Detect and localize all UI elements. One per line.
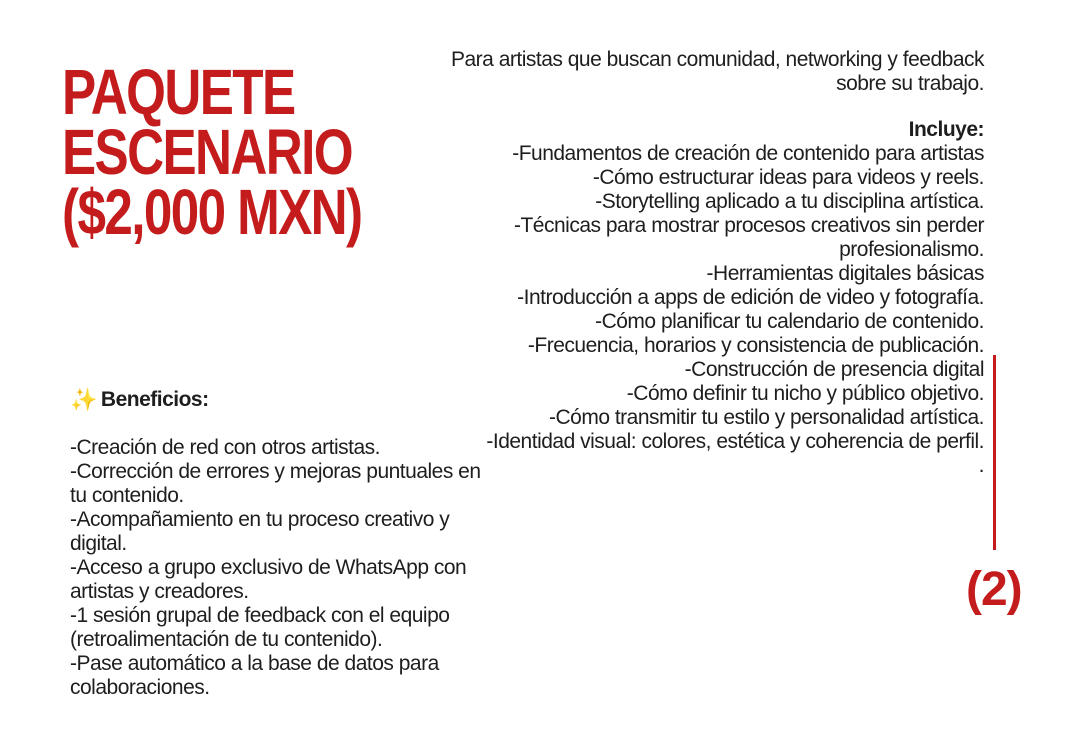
includes-list bbox=[424, 142, 984, 478]
includes-item: -Frecuencia, horarios y consistencia de publicación. bbox=[527, 334, 984, 357]
benefit-item: -Acompañamiento en tu proceso creativo y digital. bbox=[70, 508, 450, 555]
title-line-2: ESCENARIO bbox=[62, 116, 352, 188]
includes-item: -Cómo estructurar ideas para videos y reels. bbox=[592, 166, 984, 189]
page-number: (2) bbox=[966, 563, 1022, 616]
benefit-item: -1 sesión grupal de feedback con el equipo (retroalimentación de tu contenido). bbox=[70, 604, 450, 651]
includes-item: -Cómo transmitir tu estilo y personalidad artística. bbox=[548, 406, 984, 429]
benefit-item: -Pase automático a la base de datos para colaboraciones. bbox=[70, 652, 439, 699]
benefit-item: -Acceso a grupo exclusivo de WhatsApp con artistas y creadores. bbox=[70, 556, 467, 603]
intro-text bbox=[424, 48, 984, 96]
includes-item: -Fundamentos de creación de contenido para artistas bbox=[512, 142, 984, 165]
includes-item: -Herramientas digitales básicas bbox=[706, 262, 984, 285]
includes-item: -Introducción a apps de edición de video y fotografía. bbox=[517, 286, 984, 309]
intro-line-1: Para artistas que buscan comunidad, networking y feedback bbox=[451, 48, 984, 71]
includes-item: -Storytelling aplicado a tu disciplina artística. bbox=[595, 190, 984, 213]
benefit-item: -Corrección de errores y mejoras puntuales en tu contenido. bbox=[70, 460, 481, 507]
intro-line-2: sobre su trabajo. bbox=[836, 72, 984, 95]
benefits-heading-label: Beneficios: bbox=[100, 388, 209, 411]
accent-divider bbox=[993, 355, 996, 550]
title-line-3: ($2,000 MXN) bbox=[62, 176, 362, 248]
description-column bbox=[424, 48, 984, 478]
includes-item: -Técnicas para mostrar procesos creativos sin perder bbox=[513, 214, 984, 237]
includes-item: -Construcción de presencia digital bbox=[684, 358, 984, 381]
includes-heading: Incluye: bbox=[908, 118, 984, 141]
benefit-item: -Creación de red con otros artistas. bbox=[70, 436, 380, 459]
package-title bbox=[62, 56, 362, 248]
includes-item: -Cómo definir tu nicho y público objetivo. bbox=[626, 382, 984, 405]
sparkles-icon: ✨ bbox=[70, 387, 97, 412]
includes-item: -Cómo planificar tu calendario de contenido. bbox=[595, 310, 984, 333]
includes-item: -Identidad visual: colores, estética y coherencia de perfil. bbox=[486, 430, 984, 453]
benefits-list bbox=[70, 436, 490, 700]
benefits-section bbox=[70, 388, 490, 700]
includes-item: . bbox=[978, 454, 984, 477]
includes-item: profesionalismo. bbox=[839, 238, 984, 261]
title-line-1: PAQUETE bbox=[62, 56, 295, 128]
benefits-heading bbox=[70, 388, 490, 412]
